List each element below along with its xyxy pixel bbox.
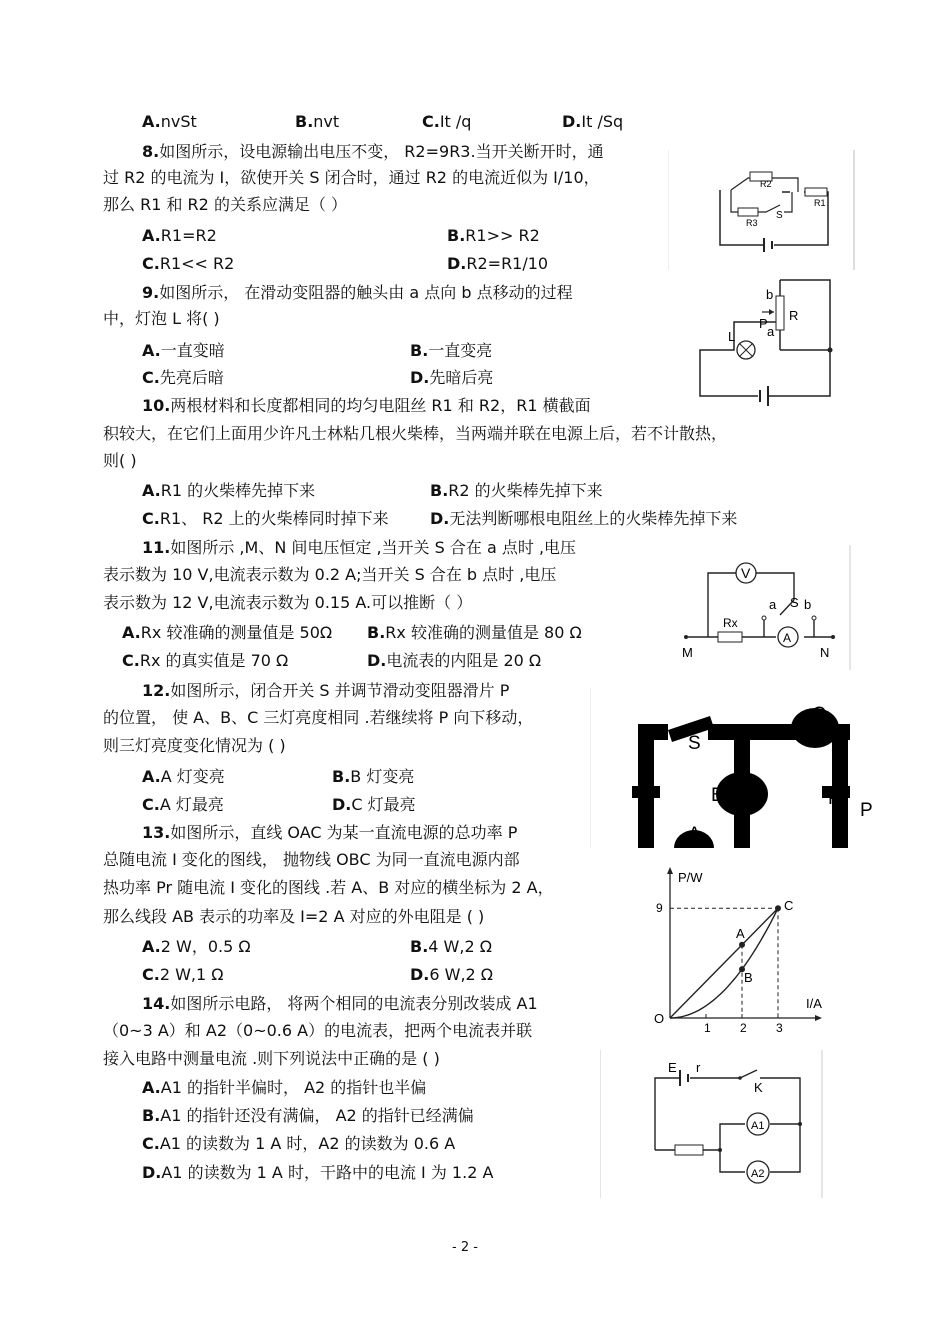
q7-option-b	[295, 111, 339, 133]
q12-circuit-figure	[590, 688, 880, 858]
option-letter: A.	[142, 226, 161, 245]
lamp-l-label: L	[728, 329, 736, 344]
q10-option-c	[142, 508, 389, 530]
option-text: nvt	[313, 112, 340, 131]
option-text: Rx 的真实值是 70 Ω	[139, 651, 289, 670]
origin-label: O	[654, 1011, 665, 1026]
q7-option-c	[422, 111, 471, 133]
q9-line-2: 中，灯泡 L 将( )	[103, 309, 220, 328]
q14-circuit-figure	[600, 1050, 830, 1200]
q10-option-a	[142, 480, 315, 502]
q8-line-3: 那么 R1 和 R2 的关系应满足（ ）	[103, 195, 348, 214]
option-letter: D.	[142, 1163, 162, 1182]
option-letter: B.	[410, 937, 429, 956]
q14-line-3: 接入电路中测量电流 .则下列说法中正确的是 ( )	[103, 1049, 440, 1068]
option-text: 2 W,1 Ω	[159, 965, 224, 984]
q9-circuit-figure	[650, 268, 860, 418]
option-text: nvSt	[160, 112, 197, 131]
option-letter: C.	[142, 795, 160, 814]
option-text: A1 的指针半偏时， A2 的指针也半偏	[160, 1078, 427, 1097]
q7-option-d	[562, 111, 623, 133]
battery-e-label: E	[668, 1060, 677, 1075]
option-text: 无法判断哪根电阻丝上的火柴棒先掉下来	[449, 509, 738, 528]
q8-line-2: 过 R2 的电流为 I，欲使开关 S 闭合时，通过 R2 的电流近似为 I/10，	[103, 168, 600, 187]
switch-s-label: S	[790, 595, 799, 610]
q7-option-a	[142, 111, 197, 133]
rx-label: Rx	[723, 616, 738, 630]
q12-option-b	[332, 766, 414, 788]
option-letter: C.	[122, 651, 140, 670]
point-c-label: C	[784, 898, 794, 913]
q14-option-c	[142, 1133, 455, 1155]
point-c-marker	[775, 905, 781, 911]
option-text: Rx 较准确的测量值是 80 Ω	[385, 623, 582, 642]
q11-option-d	[367, 650, 541, 672]
option-text: R1>> R2	[465, 226, 540, 245]
q14-line-1	[142, 993, 538, 1015]
q10-line-2: 积较大，在它们上面用少许凡士林粘几根火柴棒，当两端并联在电源上后，若不计散热，	[103, 424, 728, 443]
option-letter: D.	[447, 254, 467, 273]
terminal-m-label: M	[682, 645, 693, 660]
question-text: 如图所示，闭合开关 S 并调节滑动变阻器滑片 P	[170, 681, 510, 700]
r2-label: R2	[760, 179, 772, 189]
q11-option-b	[367, 622, 582, 644]
option-text: R2=R1/10	[466, 254, 549, 273]
option-text: 一直变暗	[160, 341, 225, 360]
q10-line-1	[142, 395, 591, 417]
option-letter: B.	[430, 481, 449, 500]
q9-option-d	[410, 367, 493, 389]
ammeter-a1-label: A1	[751, 1120, 765, 1132]
option-text: 电流表的内阻是 20 Ω	[386, 651, 542, 670]
option-letter: A.	[142, 1078, 161, 1097]
terminal-n-label: N	[820, 645, 830, 660]
q13-line-3: 热功率 Pr 随电流 I 变化的图线 .若 A、B 对应的横坐标为 2 A，	[103, 878, 554, 897]
q11-line-3: 表示数为 12 V,电流表示数为 0.15 A.可以推断（ ）	[103, 593, 473, 612]
q11-option-a	[122, 622, 332, 644]
q13-option-c	[142, 964, 224, 986]
question-number: 11.	[142, 538, 171, 557]
option-text: A1 的读数为 1 A 时，A2 的读数为 0.6 A	[159, 1134, 456, 1153]
q12-line-2: 的位置， 使 A、B、C 三灯亮度相同 .若继续将 P 向下移动，	[103, 708, 534, 727]
internal-r-label: r	[696, 1060, 701, 1075]
q11-line-1	[142, 537, 576, 559]
question-text: 如图所示， 在滑动变阻器的触头由 a 点向 b 点移动的过程	[159, 283, 573, 302]
option-text: R1、 R2 上的火柴棒同时掉下来	[159, 509, 389, 528]
option-text: B 灯变亮	[350, 767, 415, 786]
rheostat-r-label: R	[789, 308, 799, 323]
lamp-c-label: C	[812, 704, 826, 725]
option-text: 2 W，0.5 Ω	[160, 937, 251, 956]
r1-label: R1	[814, 198, 826, 208]
option-letter: A.	[142, 341, 161, 360]
option-letter: C.	[142, 368, 160, 387]
q9-option-c	[142, 367, 224, 389]
q14-option-a	[142, 1077, 426, 1099]
option-letter: C.	[142, 509, 160, 528]
q11-circuit-figure	[668, 545, 853, 670]
option-letter: B.	[332, 767, 351, 786]
question-text: 如图所示电路， 将两个相同的电流表分别改装成 A1	[170, 994, 538, 1013]
option-text: C 灯最亮	[351, 795, 416, 814]
option-text: R2 的火柴棒先掉下来	[448, 481, 603, 500]
r3-label: R3	[746, 218, 758, 228]
option-letter: C.	[142, 965, 160, 984]
x-tick-label: 2	[740, 1021, 747, 1035]
question-text: 如图所示，设电源输出电压不变， R2=9R3.当开关断开时，通	[159, 142, 604, 161]
option-letter: B.	[142, 1106, 161, 1125]
q14-option-b	[142, 1105, 474, 1127]
q13-power-chart	[640, 860, 840, 1040]
option-letter: A.	[142, 767, 161, 786]
question-number: 14.	[142, 994, 171, 1013]
question-text: 如图所示，直线 OAC 为某一直流电源的总功率 P	[170, 823, 518, 842]
option-text: R1 的火柴棒先掉下来	[160, 481, 316, 500]
q9-option-b	[410, 340, 492, 362]
q10-option-b	[430, 480, 603, 502]
point-b-label: B	[744, 970, 753, 985]
option-letter: B.	[447, 226, 466, 245]
switch-s-label: S	[688, 733, 701, 754]
q13-line-4: 那么线段 AB 表示的功率及 I=2 A 对应的外电阻是 ( )	[103, 907, 485, 926]
option-letter: D.	[367, 651, 387, 670]
q8-option-b	[447, 225, 540, 247]
q12-line-1	[142, 680, 509, 702]
option-letter: A.	[142, 937, 161, 956]
switch-k-label: K	[754, 1080, 763, 1095]
q13-option-a	[142, 936, 251, 958]
q9-line-1	[142, 282, 573, 304]
option-text: A1 的读数为 1 A 时，干路中的电流 I 为 1.2 A	[161, 1163, 494, 1182]
q14-line-2: （0~3 A）和 A2（0~0.6 A）的电流表，把两个电流表并联	[103, 1021, 533, 1040]
question-number: 8.	[142, 142, 160, 161]
option-text: 先亮后暗	[159, 368, 224, 387]
option-letter: C.	[142, 1134, 160, 1153]
option-letter: C.	[142, 254, 160, 273]
point-a-label: a	[767, 324, 775, 339]
q14-option-d	[142, 1162, 493, 1184]
q8-line-1	[142, 141, 604, 163]
x-axis-label: I/A	[806, 996, 822, 1011]
q12-option-d	[332, 794, 416, 816]
page-number: - 2 -	[452, 1240, 478, 1255]
option-letter: D.	[430, 509, 450, 528]
point-b-label: b	[804, 597, 812, 612]
point-a-label: A	[736, 926, 745, 941]
option-text: A 灯变亮	[160, 767, 225, 786]
option-letter: D.	[332, 795, 352, 814]
option-letter: D.	[410, 965, 430, 984]
question-number: 13.	[142, 823, 171, 842]
option-text: It /Sq	[581, 112, 624, 131]
lamp-a-label: A	[688, 824, 701, 845]
q8-circuit-figure	[668, 150, 858, 270]
option-letter: D.	[410, 368, 430, 387]
option-text: 4 W,2 Ω	[428, 937, 492, 956]
q11-option-c	[122, 650, 288, 672]
point-a-marker	[739, 942, 745, 948]
q8-option-d	[447, 253, 548, 275]
point-a-label: a	[769, 597, 777, 612]
question-text: 如图所示 ,M、N 间电压恒定 ,当开关 S 合在 a 点时 ,电压	[170, 538, 577, 557]
option-text: 先暗后亮	[429, 368, 494, 387]
q12-option-c	[142, 794, 224, 816]
slider-p-label: P	[828, 788, 841, 809]
q13-option-b	[410, 936, 492, 958]
y-axis-label: P/W	[678, 870, 703, 885]
question-number: 9.	[142, 283, 160, 302]
option-text: 6 W,2 Ω	[429, 965, 494, 984]
ammeter-a2-label: A2	[751, 1168, 765, 1180]
q10-option-d	[430, 508, 737, 530]
option-text: R1=R2	[160, 226, 217, 245]
slider-p-outside-label: P	[860, 800, 873, 821]
series-line-oac	[670, 908, 778, 1018]
question-number: 10.	[142, 396, 171, 415]
x-tick-label: 1	[704, 1021, 711, 1035]
point-b-label: b	[766, 287, 774, 302]
question-text: 两根材料和长度都相同的均匀电阻丝 R1 和 R2，R1 横截面	[170, 396, 591, 415]
ammeter-a-label: A	[783, 631, 792, 645]
q12-line-3: 则三灯亮度变化情况为 ( )	[103, 736, 286, 755]
question-number: 12.	[142, 681, 171, 700]
option-text: R1<< R2	[159, 254, 235, 273]
lamp-b-label: B	[711, 785, 724, 806]
option-text: It /q	[439, 112, 472, 131]
switch-label: S	[776, 210, 783, 221]
q9-option-a	[142, 340, 225, 362]
option-text: A1 的指针还没有满偏， A2 的指针已经满偏	[160, 1106, 474, 1125]
voltmeter-v-label: V	[741, 565, 751, 581]
x-tick-label: 3	[776, 1021, 783, 1035]
option-letter: B.	[295, 112, 314, 131]
y-tick-label: 9	[656, 901, 663, 915]
q12-option-a	[142, 766, 225, 788]
option-letter: A.	[142, 481, 161, 500]
option-letter: B.	[410, 341, 429, 360]
q13-line-2: 总随电流 I 变化的图线， 抛物线 OBC 为同一直流电源内部	[103, 850, 520, 869]
option-letter: D.	[562, 112, 582, 131]
option-letter: A.	[122, 623, 141, 642]
slider-p-label: P	[759, 316, 768, 331]
q13-line-1	[142, 822, 517, 844]
option-text: Rx 较准确的测量值是 50Ω	[140, 623, 333, 642]
option-letter: C.	[422, 112, 440, 131]
q10-line-3: 则( )	[103, 451, 137, 470]
q13-option-d	[410, 964, 493, 986]
q8-option-a	[142, 225, 217, 247]
option-letter: B.	[367, 623, 386, 642]
q8-option-c	[142, 253, 234, 275]
option-text: A 灯最亮	[159, 795, 224, 814]
q11-line-2: 表示数为 10 V,电流表示数为 0.2 A;当开关 S 合在 b 点时 ,电压	[103, 565, 557, 584]
option-text: 一直变亮	[428, 341, 493, 360]
option-letter: A.	[142, 112, 161, 131]
